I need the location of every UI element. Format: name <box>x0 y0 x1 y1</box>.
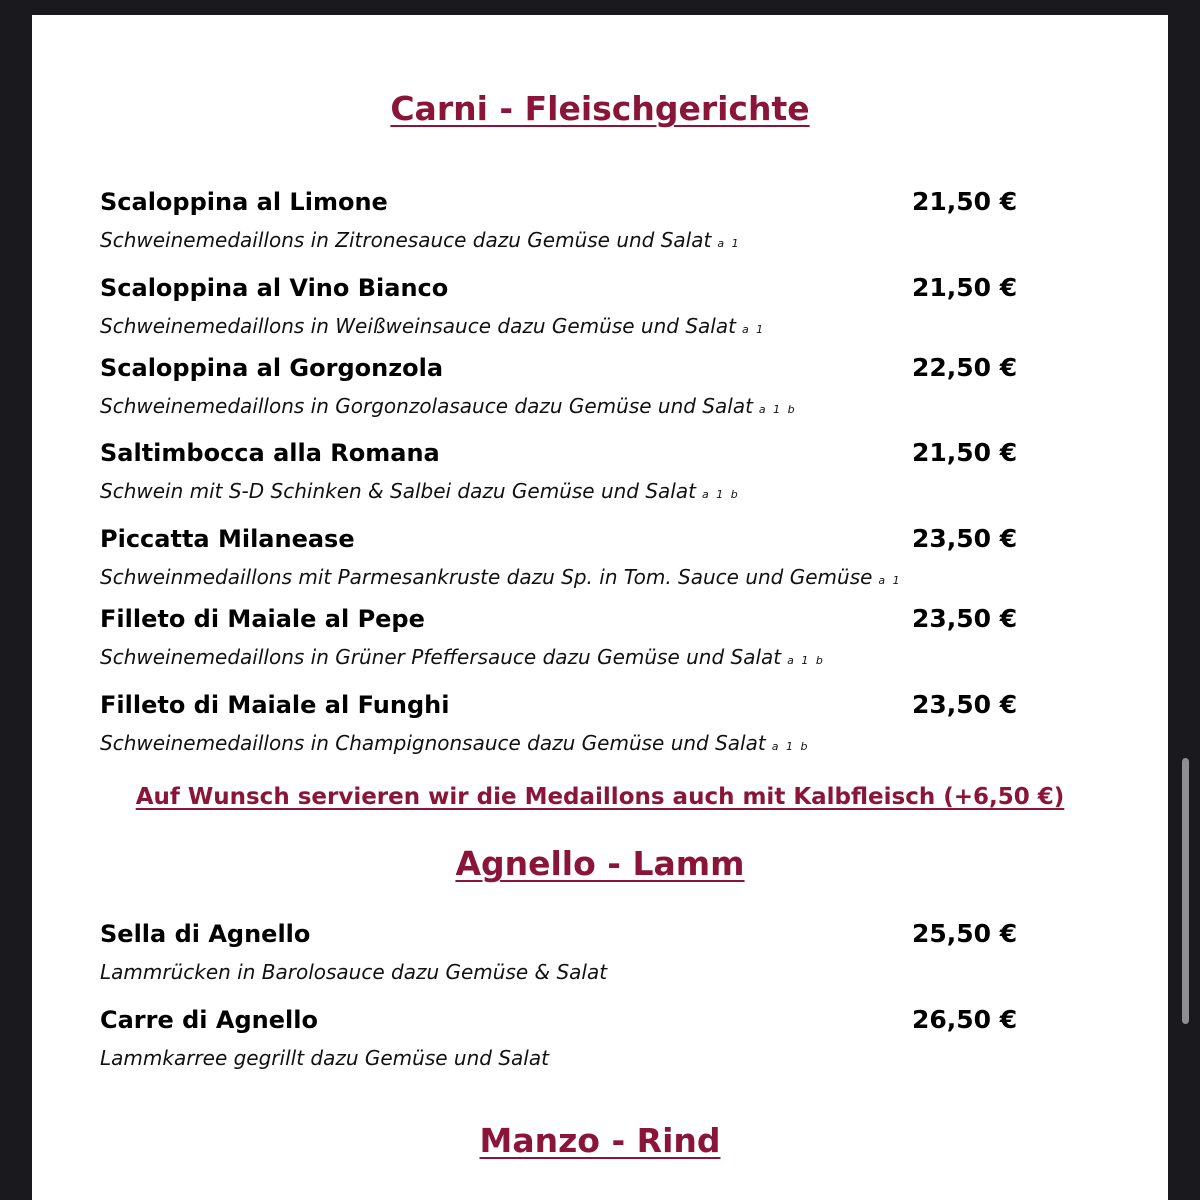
allergen-codes: a 1 <box>878 574 902 587</box>
item-name: Carre di Agnello <box>100 1006 318 1034</box>
item-description-text: Schweinemedaillons in Gorgonzolasauce dazu Gemüse und Salat <box>100 394 753 418</box>
allergen-codes: a 1 <box>741 323 766 336</box>
item-name: Scaloppina al Limone <box>100 188 388 216</box>
item-price: 23,50 € <box>912 604 1018 633</box>
item-description-text: Schwein mit S-D Schinken & Salbei dazu Gemüse und Salat <box>100 479 696 503</box>
item-description-text: Schweinemedaillons in Champignonsauce dazu Gemüse und Salat <box>100 731 766 755</box>
item-price: 21,50 € <box>912 438 1018 467</box>
item-description-text: Schweinmedaillons mit Parmesankruste dazu Sp. in Tom. Sauce und Gemüse <box>100 565 873 589</box>
item-description <box>100 392 797 424</box>
item-name: Filleto di Maiale al Funghi <box>100 691 450 719</box>
item-description: Lammrücken in Barolosauce dazu Gemüse & Salat <box>100 960 608 984</box>
item-price: 23,50 € <box>912 524 1018 553</box>
item-description <box>100 563 902 595</box>
item-price: 25,50 € <box>912 919 1018 948</box>
item-description: Lammkarree gegrillt dazu Gemüse und Salat <box>100 1046 549 1070</box>
item-price: 22,50 € <box>912 353 1018 382</box>
vertical-scrollbar[interactable] <box>1182 758 1189 1024</box>
item-name: Piccatta Milanease <box>100 525 355 553</box>
allergen-codes: a 1 b <box>701 488 740 501</box>
item-name: Sella di Agnello <box>100 920 311 948</box>
item-price: 26,50 € <box>912 1005 1018 1034</box>
section-title-carni: Carni - Fleischgerichte <box>390 89 810 128</box>
allergen-codes: a 1 b <box>787 654 825 667</box>
item-description <box>100 477 740 509</box>
item-name: Scaloppina al Gorgonzola <box>100 354 444 382</box>
item-price: 23,50 € <box>912 690 1018 719</box>
item-description <box>100 226 741 258</box>
item-description <box>100 729 809 761</box>
item-description-text: Schweinemedaillons in Weißweinsauce dazu Gemüse und Salat <box>100 314 736 338</box>
item-name: Scaloppina al Vino Bianco <box>100 274 449 302</box>
veal-option-note: Auf Wunsch servieren wir die Medaillons auch mit Kalbfleisch (+6,50 €) <box>135 784 1065 810</box>
item-name: Saltimbocca alla Romana <box>100 439 440 467</box>
item-price: 21,50 € <box>912 273 1018 302</box>
item-description-text: Schweinemedaillons in Grüner Pfeffersauce dazu Gemüse und Salat <box>100 645 782 669</box>
item-description <box>100 643 825 675</box>
item-description <box>100 312 765 344</box>
section-title-agnello: Agnello - Lamm <box>455 844 745 883</box>
item-description-text: Schweinemedaillons in Zitronesauce dazu Gemüse und Salat <box>100 228 712 252</box>
item-name: Filleto di Maiale al Pepe <box>100 605 425 633</box>
allergen-codes: a 1 b <box>758 403 797 416</box>
section-title-manzo: Manzo - Rind <box>479 1121 721 1160</box>
menu-page <box>32 15 1168 1200</box>
item-price: 21,50 € <box>912 187 1018 216</box>
allergen-codes: a 1 b <box>771 740 810 753</box>
allergen-codes: a 1 <box>717 237 741 250</box>
